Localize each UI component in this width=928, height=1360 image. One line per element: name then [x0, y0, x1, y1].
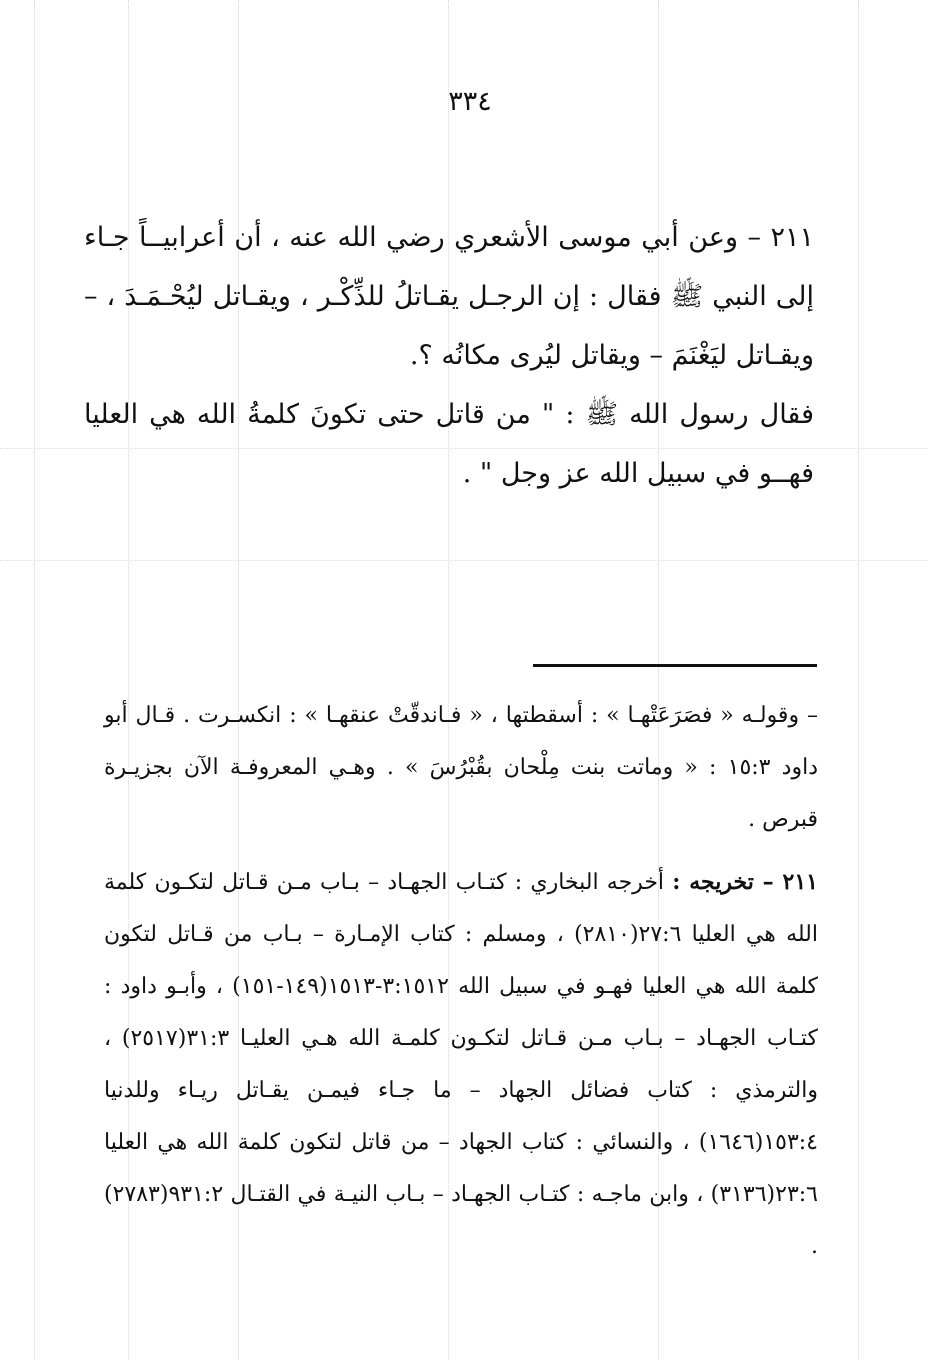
- hadith-text: [84, 208, 814, 503]
- footnote-label: ٢١١ – تخريجه :: [672, 869, 818, 895]
- footnote: – وقولـه « فصَرَعَتْهـا » : أسقطتها ، « فـاندقّتْ عنقهـا » : انكسـرت . قـال أبو داود ١٥:٣ : « وماتت بنت مِلْحان بقُبْرُسَ » . وهـي المعروفـة الآن بجزيـرة قبرص .: [104, 703, 818, 832]
- footnote: [104, 856, 818, 1273]
- footnote-text: أخرجه البخاري : كتـاب الجهـاد – بـاب مـن قـاتل لتكـون كلمة الله هي العليا ٢٧:٦(٢٨١٠) ، ومسلم : كتاب الإمـارة – بـاب من قـاتل لتكون كلمة الله هي العليا فهـو في سبيل الله ٣:١٥١٢-١٥١٣(١٤٩-١٥١) ، وأبـو داود : كتـاب الجهـاد – بـاب مـن قـاتل لتكـون كلمـة الله هـي العليـا ٣١:٣(٢٥١٧) ، والترمذي : كتاب فضائل الجهاد – ما جـاء فيمـن يقـاتل ريـاء وللدنيا ١٥٣:٤(١٦٤٦) ، والنسائي : كتاب الجهاد – من قاتل لتكون كلمة الله هي العليا ٢٣:٦(٣١٣٦) ، وابن ماجـه : كتـاب الجهـاد – بـاب النيـة في القتـال ٩٣١:٢(٢٧٨٣) .: [104, 870, 818, 1259]
- grid-line: [858, 0, 859, 1360]
- hadith-paragraph: فقال رسول الله ﷺ : " من قاتل حتى تكونَ كلمةُ الله هي العليا فهــو في سبيل الله عز وجل " .: [84, 399, 814, 489]
- grid-line: [0, 560, 928, 561]
- footnote-divider: [533, 664, 817, 667]
- grid-line: [34, 0, 35, 1360]
- page-number: ٣٣٤: [448, 86, 492, 117]
- footnotes: [104, 690, 818, 1273]
- hadith-paragraph: ٢١١ – وعن أبي موسى الأشعري رضي الله عنه ، أن أعرابيــاً جـاء إلى النبي ﷺ فقال : إن الرجـل يقـاتلُ للذِّكْـر ، ويقـاتل ليُحْـمَـدَ ، – ويقـاتل ليَغْنَمَ – ويقاتل ليُرى مكانُه ؟.: [84, 222, 814, 371]
